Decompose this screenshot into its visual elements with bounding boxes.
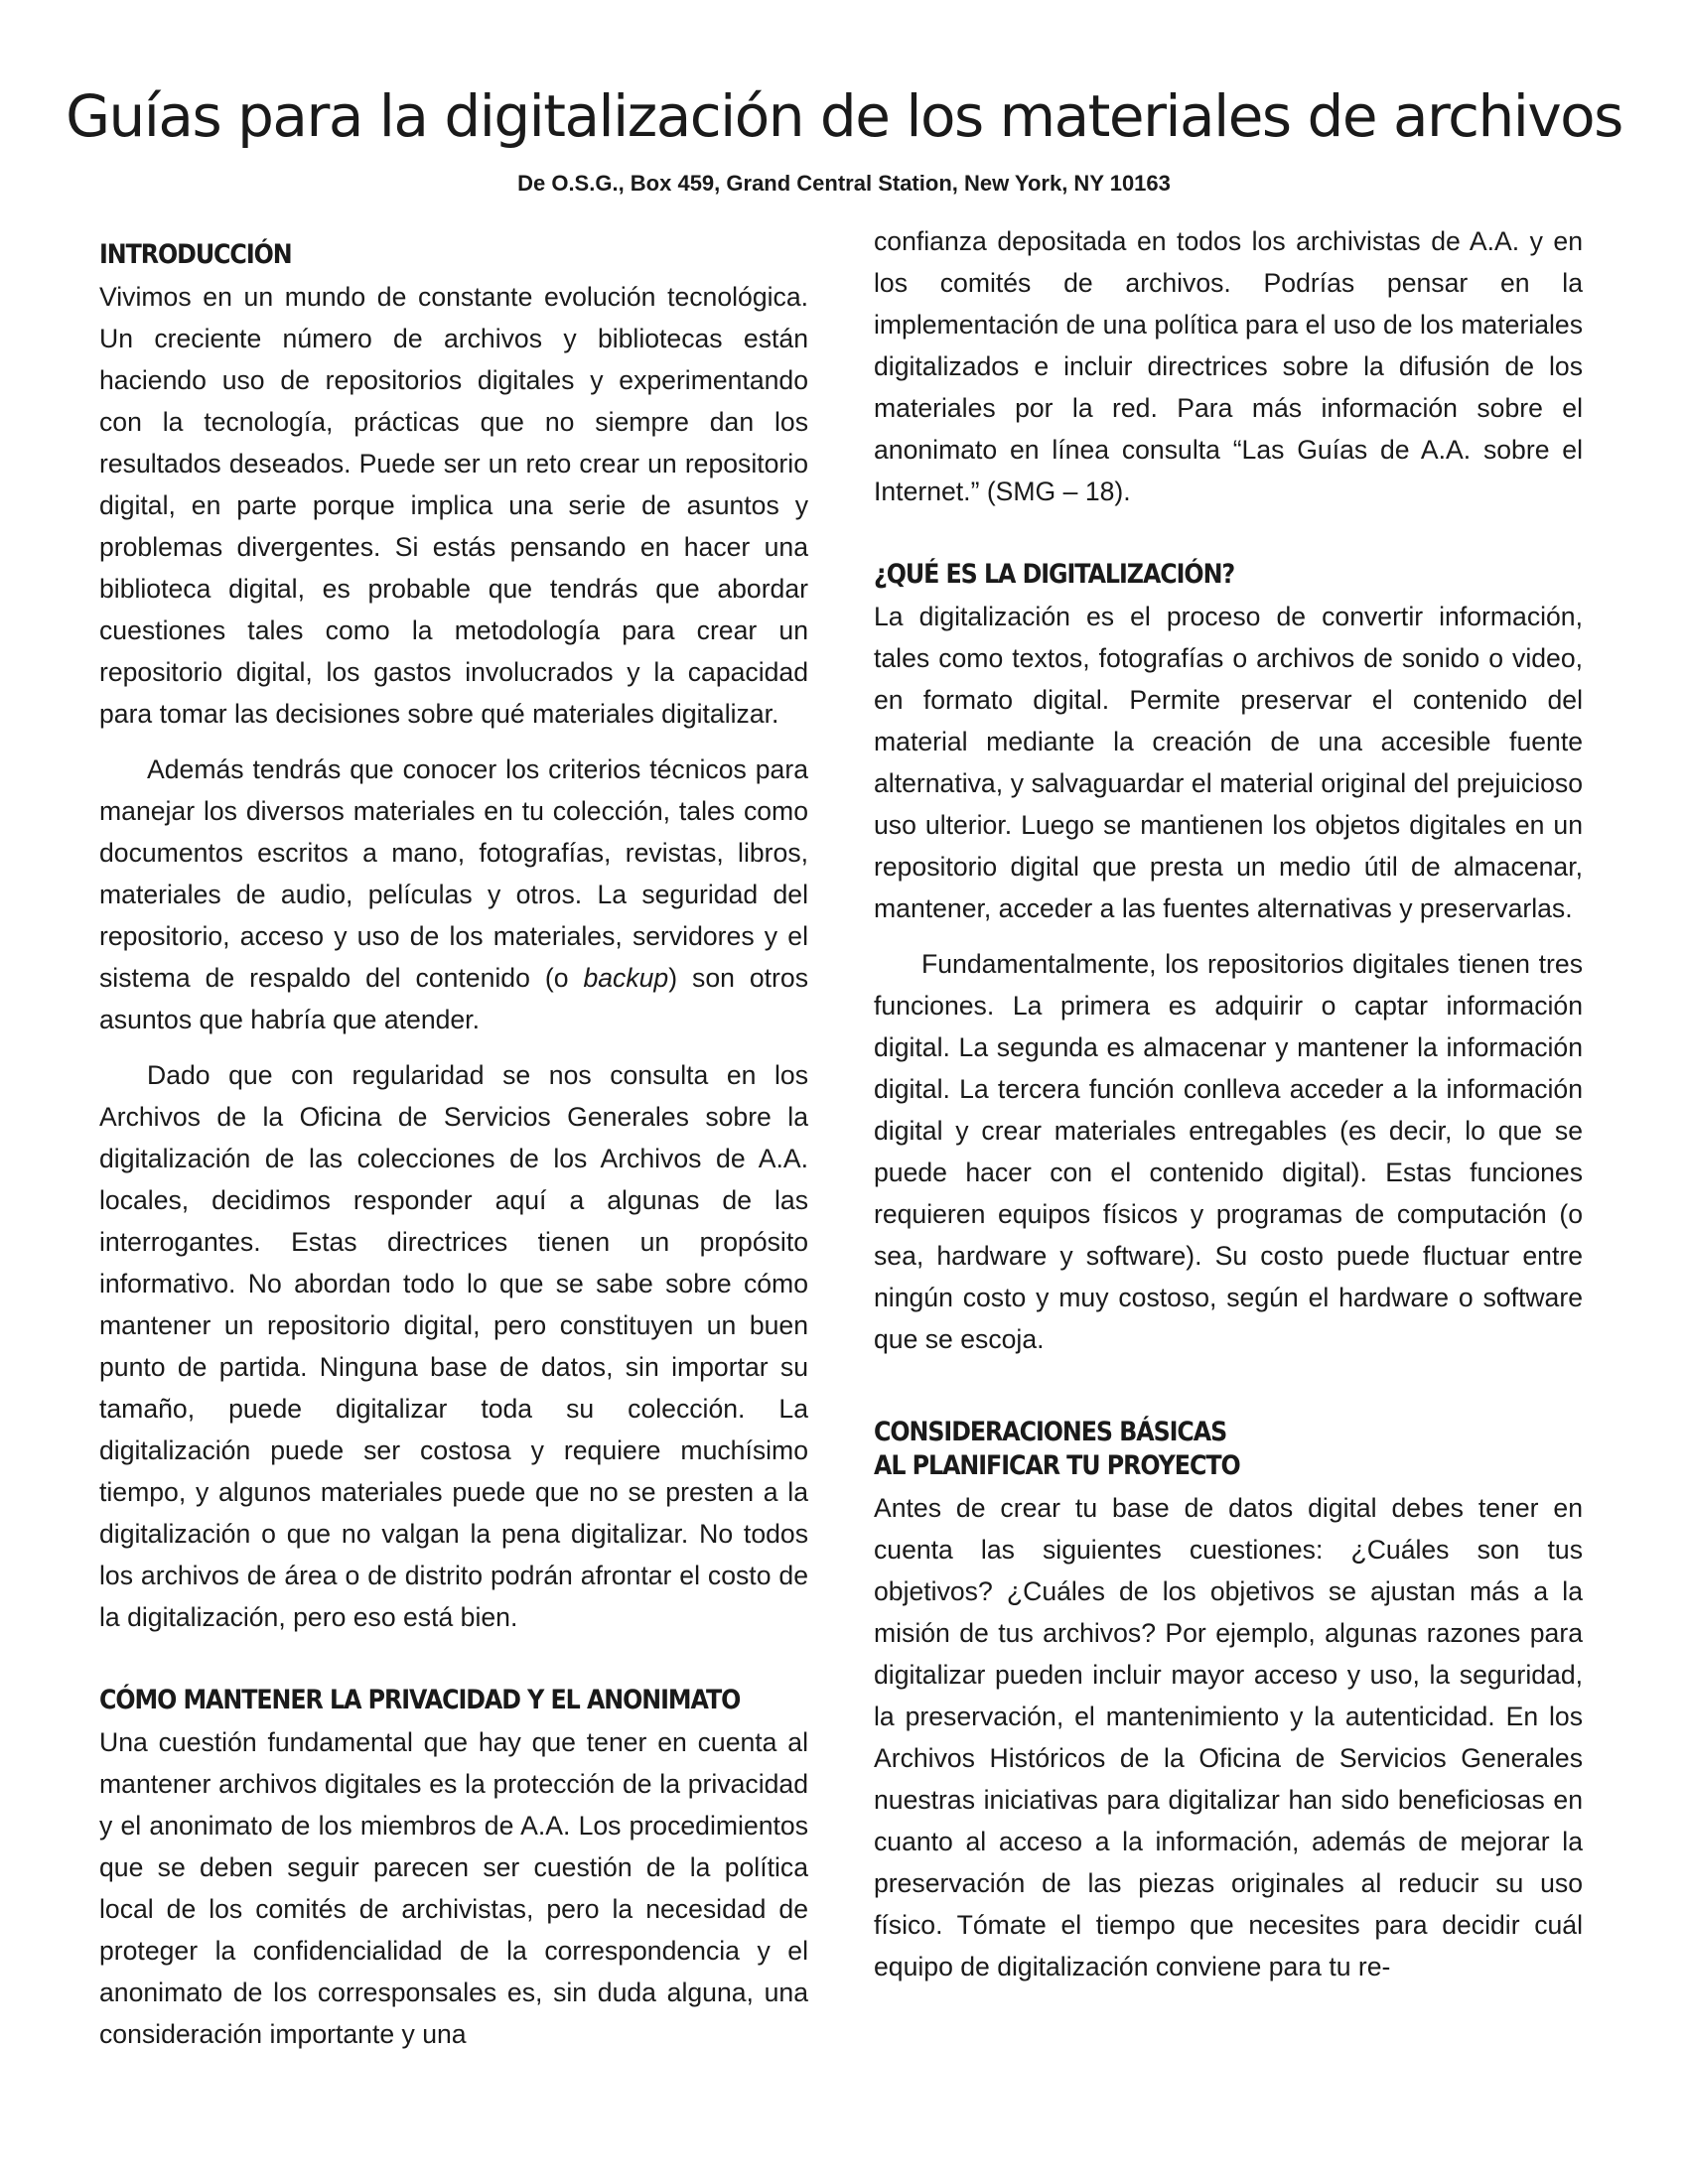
- basic-considerations-heading-line-1: CONSIDERACIONES BÁSICAS: [874, 1417, 1227, 1447]
- privacy-paragraph-1-continued: confianza depositada en todos los archivistas de A.A. y en los comités de archivos. Podrías pensar en la implementación de una política para el uso de los materiales digitalizados e incluir directrices sobre la difusión de los materiales por la red. Para más información sobre el anonimato en línea consulta “Las Guías de A.A. sobre el Internet.” (SMG – 18).: [874, 226, 1584, 506]
- introduction-paragraph-2-italic: backup: [583, 963, 669, 993]
- introduction-heading: INTRODUCCIÓN: [99, 239, 292, 270]
- introduction-paragraph-2: [99, 749, 808, 1040]
- page-subtitle: De O.S.G., Box 459, Grand Central Station, New York, NY 10163: [517, 171, 1171, 196]
- what-is-digitalization-heading: ¿QUÉ ES LA DIGITALIZACIÓN?: [874, 559, 1235, 590]
- introduction-paragraph-1: Vivimos en un mundo de constante evolución tecnológica. Un creciente número de archivos y bibliotecas están haciendo uso de repositorios digitales y experimentando con la tecnología, prácticas que no siempre dan los resultados deseados. Puede ser un reto crear un repositorio digital, en parte porque implica una serie de asuntos y problemas divergentes. Si estás pensando en hacer una biblioteca digital, es probable que tendrás que abordar cuestiones tales como la metodología para crear un repositorio digital, los gastos involucrados y la capacidad para tomar las decisiones sobre qué materiales digitalizar.: [99, 282, 808, 729]
- what-is-digitalization-paragraph-1: La digitalización es el proceso de convertir información, tales como textos, fotografías o archivos de sonido o video, en formato digital. Permite preservar el contenido del material mediante la creación de una accesible fuente alternativa, y salvaguardar el material original del prejuicioso uso ulterior. Luego se mantienen los objetos digitales en un repositorio digital que presta un medio útil de almacenar, mantener, acceder a las fuentes alternativas y preservarlas.: [874, 602, 1583, 923]
- section-privacy: [99, 1684, 808, 2055]
- right-column: [874, 220, 1583, 1987]
- basic-considerations-heading: [874, 1416, 1497, 1483]
- section-privacy-continued: [874, 220, 1583, 512]
- basic-considerations-heading-line-2: AL PLANIFICAR TU PROYECTO: [874, 1450, 1240, 1481]
- privacy-heading: CÓMO MANTENER LA PRIVACIDAD Y EL ANONIMATO: [99, 1685, 741, 1715]
- page-title: Guías para la digitalización de los materiales de archivos: [66, 82, 1622, 150]
- privacy-paragraph-1: Una cuestión fundamental que hay que tener en cuenta al mantener archivos digitales es la protección de la privacidad y el anonimato de los miembros de A.A. Los procedimientos que se deben seguir parecen ser cuestión de la política local de los comités de archivistas, pero la necesidad de proteger la confidencialidad de la correspondencia y el anonimato de los corresponsales es, sin duda alguna, una consideración importante y una: [99, 1727, 808, 2049]
- section-basic-considerations: [874, 1416, 1583, 1987]
- section-what-is-digitalization: [874, 558, 1583, 1360]
- introduction-paragraph-2-text-b: ) son otros asuntos que habría que atender.: [99, 963, 808, 1034]
- what-is-digitalization-paragraph-2: Fundamentalmente, los repositorios digitales tienen tres funciones. La primera es adquirir o captar información digital. La segunda es almacenar y mantener la información digital. La tercera función conlleva acceder a la información digital y crear materiales entregables (es decir, lo que se puede hacer con el contenido digital). Estas funciones requieren equipos físicos y programas de computación (o sea, hardware y software). Su costo puede fluctuar entre ningún costo y muy costoso, según el hardware o software que se escoja.: [874, 949, 1583, 1354]
- section-introduction: [99, 238, 808, 1638]
- introduction-paragraph-2-text-a: Además tendrás que conocer los criterios técnicos para manejar los diversos materiales en tu colección, tales como documentos escritos a mano, fotografías, revistas, libros, materiales de audio, películas y otros. La seguridad del repositorio, acceso y uso de los materiales, servidores y el sistema de respaldo del contenido (o: [99, 754, 808, 993]
- left-column: [99, 238, 808, 2055]
- basic-considerations-paragraph-1: Antes de crear tu base de datos digital debes tener en cuenta las siguientes cuestiones: ¿Cuáles son tus objetivos? ¿Cuáles de los objetivos se ajustan más a la misión de tus archivos? Por ejemplo, algunas razones para digitalizar pueden incluir mayor acceso y uso, la seguridad, la preservación, el mantenimiento y la autenticidad. En los Archivos Históricos de la Oficina de Servicios Generales nuestras iniciativas para digitalizar han sido beneficiosas en cuanto al acceso a la información, además de mejorar la preservación de las piezas originales al reducir su uso físico. Tómate el tiempo que necesites para decidir cuál equipo de digitalización conviene para tu re-: [874, 1493, 1583, 1981]
- introduction-paragraph-3: Dado que con regularidad se nos consulta en los Archivos de la Oficina de Servicios Generales sobre la digitalización de las colecciones de los Archivos de A.A. locales, decidimos responder aquí a algunas de las interrogantes. Estas directrices tienen un propósito informativo. No abordan todo lo que se sabe sobre cómo mantener un repositorio digital, pero constituyen un buen punto de partida. Ninguna base de datos, sin importar su tamaño, puede digitalizar toda su colección. La digitalización puede ser costosa y requiere muchísimo tiempo, y algunos materiales puede que no se presten a la digitalización o que no valgan la pena digitalizar. No todos los archivos de área o de distrito podrán afrontar el costo de la digitalización, pero eso está bien.: [99, 1060, 808, 1632]
